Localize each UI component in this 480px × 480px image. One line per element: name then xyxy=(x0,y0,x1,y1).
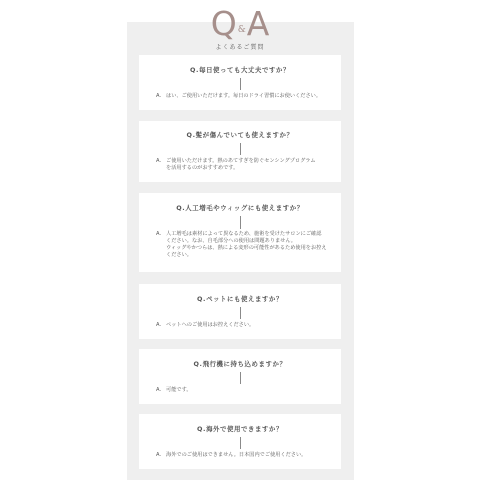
faq-card-3 xyxy=(139,193,341,272)
answer-mark-3: A. xyxy=(156,231,162,237)
faq-question-6: Q.海外で使用できますか？ xyxy=(197,425,283,433)
faq-answer-3 xyxy=(156,231,332,259)
answer-text-2: ご使用いただけます。熱のあてすぎを防ぐセンシングプログラム を活用するのがおすすめです。 xyxy=(166,158,316,171)
faq-answer-4 xyxy=(156,322,332,329)
faq-divider-4 xyxy=(240,307,241,319)
answer-text-5: 可能です。 xyxy=(166,387,192,393)
faq-divider-2 xyxy=(240,143,241,155)
faq-answer-2 xyxy=(156,158,332,172)
logo-q: Q xyxy=(210,4,237,43)
faq-subtitle: よくあるご質問 xyxy=(215,44,265,51)
faq-question-2: Q.髪が傷んでいても使えますか？ xyxy=(186,131,294,139)
answer-text-1: はい、ご使用いただけます。毎日のドライ習慣にお使いください。 xyxy=(166,93,322,99)
answer-mark-1: A. xyxy=(156,93,162,99)
faq-question-4: Q.ペットにも使えますか？ xyxy=(197,295,283,303)
logo-a: A xyxy=(246,4,270,43)
answer-mark-4: A. xyxy=(156,322,162,328)
faq-card-1 xyxy=(139,55,341,110)
faq-answer-1 xyxy=(156,93,332,100)
qa-logo xyxy=(0,4,480,44)
faq-question-5: Q.飛行機に持ち込めますか？ xyxy=(193,360,287,368)
faq-answer-5 xyxy=(156,387,332,394)
faq-divider-5 xyxy=(240,372,241,384)
faq-answer-6 xyxy=(156,452,332,459)
faq-question-1: Q.毎日使っても大丈夫ですか？ xyxy=(190,66,290,74)
faq-divider-3 xyxy=(240,216,241,229)
answer-text-4: ペットへのご使用はお控えください。 xyxy=(166,322,255,328)
faq-divider-6 xyxy=(240,437,241,449)
faq-divider-1 xyxy=(240,78,241,90)
answer-mark-5: A. xyxy=(156,387,162,393)
answer-text-3: 人工増毛は素材によって異なるため、施術を受けたサロンにご確認 ください。なお、自毛部分への使用は問題ありません。 ウィッグやかつらは、熱による変形の可能性があるため使用をお控え ください。 xyxy=(166,231,327,258)
answer-text-6: 海外でのご使用はできません。日本国内でご使用ください。 xyxy=(166,452,307,458)
faq-card-5 xyxy=(139,349,341,404)
answer-mark-2: A. xyxy=(156,158,162,164)
logo-ampersand: & xyxy=(237,24,246,35)
faq-question-3: Q.人工増毛やウィッグにも使えますか？ xyxy=(176,204,304,212)
faq-card-4 xyxy=(139,284,341,339)
faq-card-6 xyxy=(139,414,341,469)
faq-card-2 xyxy=(139,121,341,182)
answer-mark-6: A. xyxy=(156,452,162,458)
